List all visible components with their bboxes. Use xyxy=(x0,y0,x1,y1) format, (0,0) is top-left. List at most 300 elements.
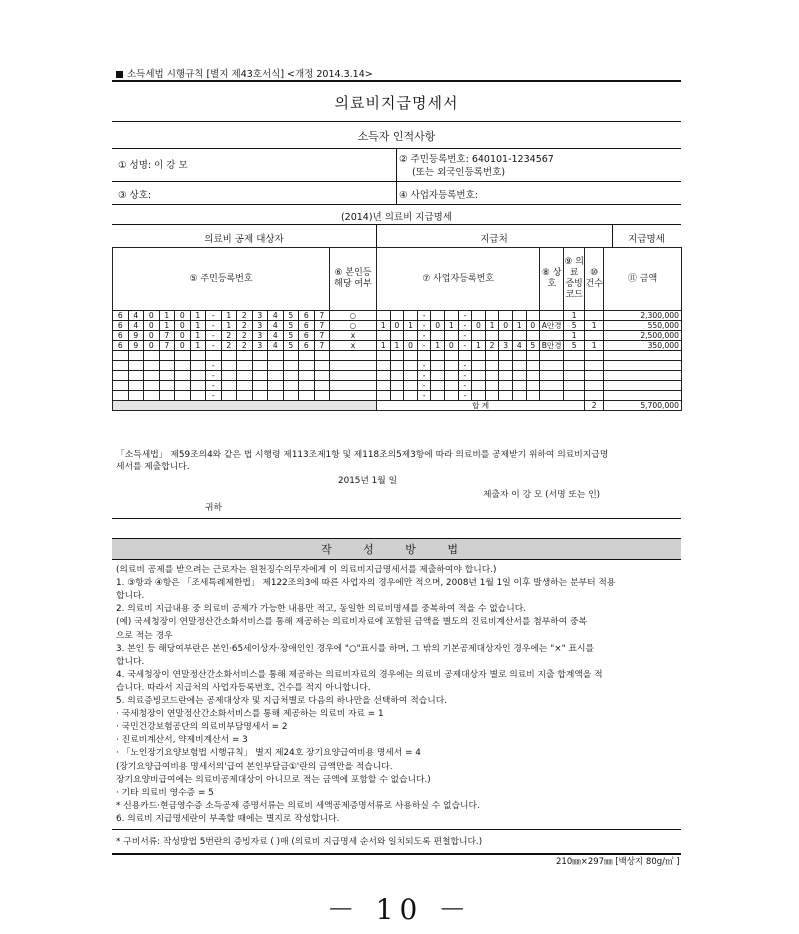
rrn-field: ② 주민등록번호: 640101-1234567 xyxy=(399,154,554,165)
rrn-digit xyxy=(283,391,299,401)
count: 1 xyxy=(585,321,604,331)
rrn-digit xyxy=(283,371,299,381)
rrn-digit xyxy=(159,361,175,371)
biz-digit: 1 xyxy=(444,321,458,331)
biz-digit xyxy=(526,381,540,391)
rrn-digit xyxy=(252,381,268,391)
group-payee: 지급처 xyxy=(480,234,508,245)
payee-name: B안경 xyxy=(540,341,564,351)
biz-digit xyxy=(444,391,458,401)
rrn-digit: 4 xyxy=(128,311,144,321)
method-line: · 국민건강보험공단의 의료비부담명세서 = 2 xyxy=(116,722,288,733)
biz-digit xyxy=(472,351,486,361)
evidence-code: 1 xyxy=(564,331,585,341)
biz-digit: - xyxy=(458,331,472,341)
rrn-digit: 1 xyxy=(190,311,206,321)
count: 1 xyxy=(585,341,604,351)
rrn-digit xyxy=(252,391,268,401)
total-count: 2 xyxy=(585,401,604,411)
biz-digit xyxy=(485,371,499,381)
statement-line1: 「소득세법」 제59조의4와 같은 법 시행령 제113조제1항 및 제118조의5제3항에 따라 의료비를 공제받기 위하여 의료비지급명 xyxy=(116,450,609,460)
count xyxy=(585,361,604,371)
rrn-digit xyxy=(144,351,160,361)
biz-digit: 1 xyxy=(512,321,526,331)
rrn-digit: 4 xyxy=(268,341,284,351)
divider xyxy=(396,148,397,205)
rrn-digit: 5 xyxy=(283,341,299,351)
table-row xyxy=(113,371,682,381)
evidence-code xyxy=(564,371,585,381)
rrn-digit: 0 xyxy=(144,321,160,331)
biz-digit xyxy=(431,351,445,361)
biz-digit: 1 xyxy=(390,341,404,351)
method-line: · 「노인장기요양보험법 시행규칙」 별지 제24호 장기요양급여비용 명세서 = 4 xyxy=(116,748,421,759)
amount xyxy=(604,351,682,361)
amount xyxy=(604,361,682,371)
biz-digit: - xyxy=(417,371,431,381)
rrn-digit: - xyxy=(206,341,222,351)
self-mark xyxy=(330,371,377,381)
rrn-digit: 7 xyxy=(314,331,330,341)
rrn-digit xyxy=(175,391,191,401)
rrn-digit xyxy=(113,381,129,391)
biz-digit: - xyxy=(458,381,472,391)
rrn-digit: 1 xyxy=(190,331,206,341)
evidence-code: 5 xyxy=(564,321,585,331)
rrn-digit xyxy=(128,361,144,371)
rrn-digit: 1 xyxy=(190,341,206,351)
count xyxy=(585,391,604,401)
biz-digit: - xyxy=(458,361,472,371)
rrn-digit xyxy=(314,351,330,361)
rrn-digit xyxy=(144,391,160,401)
rrn-digit: 3 xyxy=(252,311,268,321)
col-amount: ⑪ 금액 xyxy=(604,248,682,311)
rrn-digit xyxy=(221,351,237,361)
evidence-code xyxy=(564,361,585,371)
rrn-digit: 1 xyxy=(159,321,175,331)
rrn-digit xyxy=(113,371,129,381)
method-line: (장기요양급여비용 명세서의'급여 본인부담금①'란의 금액만을 적습니다. xyxy=(116,761,393,772)
rrn-digit xyxy=(252,351,268,361)
rrn-digit xyxy=(190,381,206,391)
rrn-digit: 2 xyxy=(237,311,253,321)
rrn-digit: 6 xyxy=(299,331,315,341)
rrn-digit xyxy=(283,351,299,361)
biz-digit xyxy=(472,311,486,321)
biz-digit xyxy=(404,351,418,361)
method-line: · 진료비계산서, 약제비계산서 = 3 xyxy=(116,735,248,746)
rrn-digit: 0 xyxy=(175,321,191,331)
biz-digit xyxy=(377,351,391,361)
biz-digit xyxy=(404,371,418,381)
rrn-digit: 6 xyxy=(299,321,315,331)
rrn-digit xyxy=(113,391,129,401)
amount xyxy=(604,371,682,381)
biz-digit xyxy=(526,361,540,371)
biz-digit xyxy=(444,351,458,361)
rrn-digit xyxy=(113,351,129,361)
biz-digit: - xyxy=(458,311,472,321)
biz-digit: 1 xyxy=(377,341,391,351)
biz-digit: - xyxy=(458,341,472,351)
col-rrn: ⑤ 주민등록번호 xyxy=(113,248,330,311)
statement-date: 2015년 1월 일 xyxy=(338,476,398,486)
biz-digit xyxy=(404,391,418,401)
biz-digit xyxy=(512,331,526,341)
evidence-code: 5 xyxy=(564,341,585,351)
attachment-note: * 구비서류: 작성방법 5번란의 증빙자료 ( )매 (의료비 지급명세 순서와 일치되도록 편철합니다.) xyxy=(116,837,483,847)
table-row xyxy=(113,311,682,321)
rrn-digit: 4 xyxy=(268,331,284,341)
rrn-digit: 0 xyxy=(144,331,160,341)
biz-digit: 2 xyxy=(485,341,499,351)
divider xyxy=(112,518,681,519)
rrn-digit xyxy=(128,391,144,401)
table-row xyxy=(113,321,682,331)
biz-digit: - xyxy=(417,321,431,331)
biz-digit xyxy=(472,371,486,381)
rrn-digit: 1 xyxy=(221,321,237,331)
biz-digit: - xyxy=(458,391,472,401)
rrn-digit xyxy=(159,381,175,391)
rrn-digit xyxy=(299,351,315,361)
biz-digit: 1 xyxy=(485,321,499,331)
method-title: 작 성 방 법 xyxy=(112,538,681,560)
rrn-digit: 6 xyxy=(113,311,129,321)
table-header-row xyxy=(113,248,682,311)
biz-digit xyxy=(485,351,499,361)
biz-digit xyxy=(404,311,418,321)
method-line: 2. 의료비 지급내용 중 의료비 공제가 가능한 내용만 적고, 동일한 의료비명세를 중복하여 적을 수 없습니다. xyxy=(116,604,527,615)
evidence-code: 1 xyxy=(564,311,585,321)
biz-digit xyxy=(404,381,418,391)
biz-digit xyxy=(472,331,486,341)
name-field: ① 성명: 이 강 모 xyxy=(118,160,188,171)
col-biz: ⑦ 사업자등록번호 xyxy=(377,248,540,311)
divider xyxy=(112,181,681,182)
rrn-digit: - xyxy=(206,381,222,391)
table-row xyxy=(113,391,682,401)
self-mark xyxy=(330,361,377,371)
total-amount: 5,700,000 xyxy=(604,401,682,411)
rrn-digit: 2 xyxy=(237,331,253,341)
total-label: 합 계 xyxy=(377,401,585,411)
rrn-digit xyxy=(128,371,144,381)
self-mark: ○ xyxy=(330,321,377,331)
rrn-digit: 6 xyxy=(113,321,129,331)
rrn-digit: 6 xyxy=(299,311,315,321)
rrn-digit: 6 xyxy=(299,341,315,351)
rrn-digit xyxy=(268,381,284,391)
biz-digit xyxy=(417,351,431,361)
group-detail: 지급명세 xyxy=(628,234,665,245)
biz-digit xyxy=(431,381,445,391)
biz-digit xyxy=(390,331,404,341)
method-line: 으로 적는 경우 xyxy=(116,630,173,641)
rrn-digit xyxy=(237,371,253,381)
paper-size: 210㎜×297㎜ [백상지 80g/㎡ ] xyxy=(556,857,680,867)
biz-digit xyxy=(512,371,526,381)
rrn-digit: 7 xyxy=(159,341,175,351)
self-mark: x xyxy=(330,341,377,351)
biz-digit: 0 xyxy=(404,341,418,351)
method-line: · 기타 의료비 영수증 = 5 xyxy=(116,787,214,798)
rrn-digit xyxy=(237,361,253,371)
biz-digit xyxy=(377,331,391,341)
method-line: 합니다. xyxy=(116,591,145,602)
biz-digit: 0 xyxy=(472,321,486,331)
self-mark: x xyxy=(330,331,377,341)
rrn-digit xyxy=(113,361,129,371)
biz-digit xyxy=(526,371,540,381)
biz-digit xyxy=(499,331,513,341)
rrn-digit xyxy=(175,351,191,361)
payee-name xyxy=(540,391,564,401)
rrn-digit: 2 xyxy=(237,321,253,331)
rrn-digit xyxy=(221,361,237,371)
biz-digit xyxy=(431,371,445,381)
rrn-digit: 5 xyxy=(283,331,299,341)
rrn-digit: 7 xyxy=(159,331,175,341)
method-line: 장기요양비급여에는 의료비공제대상이 아니므로 적는 금액에 포함할 수 없습니다.) xyxy=(116,774,431,785)
rrn-digit xyxy=(283,381,299,391)
rrn-digit: 2 xyxy=(221,341,237,351)
rrn-digit xyxy=(128,351,144,361)
biz-digit: - xyxy=(417,361,431,371)
rrn-digit: 3 xyxy=(252,331,268,341)
biz-digit xyxy=(499,371,513,381)
biz-digit xyxy=(390,381,404,391)
biz-digit xyxy=(512,381,526,391)
rrn-digit xyxy=(175,381,191,391)
biz-digit: 0 xyxy=(444,341,458,351)
biz-digit: - xyxy=(417,311,431,321)
biz-digit xyxy=(472,361,486,371)
rrn-digit xyxy=(314,371,330,381)
biz-digit xyxy=(512,351,526,361)
method-line: 합니다. xyxy=(116,656,145,667)
group-target: 의료비 공제 대상자 xyxy=(204,234,284,245)
biz-digit xyxy=(444,381,458,391)
self-mark xyxy=(330,391,377,401)
biz-digit xyxy=(431,331,445,341)
rrn-digit: - xyxy=(206,321,222,331)
rrn-digit xyxy=(299,381,315,391)
rrn-digit xyxy=(237,351,253,361)
rrn-digit xyxy=(268,361,284,371)
rrn-digit: 7 xyxy=(314,321,330,331)
biz-digit: - xyxy=(417,381,431,391)
biz-digit xyxy=(377,391,391,401)
total-blank xyxy=(113,401,377,411)
rrn-digit: 0 xyxy=(175,311,191,321)
rrn-digit: 7 xyxy=(314,341,330,351)
col-count: ⑩ 건수 xyxy=(585,248,604,311)
payee-name xyxy=(540,371,564,381)
rrn-digit xyxy=(159,351,175,361)
payee-name xyxy=(540,331,564,341)
biz-digit: 0 xyxy=(390,321,404,331)
rrn-digit xyxy=(144,381,160,391)
col-name: ⑧ 상호 xyxy=(540,248,564,311)
amount: 2,300,000 xyxy=(604,311,682,321)
biz-digit xyxy=(431,361,445,371)
rrn-digit: 3 xyxy=(252,341,268,351)
biz-digit xyxy=(526,311,540,321)
biz-digit: 1 xyxy=(472,341,486,351)
biz-digit xyxy=(512,361,526,371)
rrn-digit: 5 xyxy=(283,311,299,321)
biz-digit: 3 xyxy=(499,341,513,351)
biz-digit: 0 xyxy=(499,321,513,331)
biz-digit xyxy=(390,311,404,321)
amount xyxy=(604,381,682,391)
biz-digit: 0 xyxy=(431,321,445,331)
biz-digit: - xyxy=(417,341,431,351)
expense-table xyxy=(112,247,682,411)
count xyxy=(585,311,604,321)
method-line: 1. ③항과 ④항은 「조세특례제한법」 제122조의3에 따른 사업자의 경우에만 적으며, 2008년 1월 1일 이후 발생하는 분부터 적용 xyxy=(116,578,616,589)
biz-digit xyxy=(512,391,526,401)
rrn-digit: 9 xyxy=(128,341,144,351)
rrn-digit xyxy=(159,391,175,401)
company-field: ③ 상호: xyxy=(118,190,152,201)
rrn-digit xyxy=(314,391,330,401)
count xyxy=(585,331,604,341)
bottom-rule xyxy=(112,853,681,855)
rrn-digit xyxy=(221,381,237,391)
subtitle: 소득자 인적사항 xyxy=(357,130,436,143)
rrn-digit xyxy=(175,371,191,381)
biz-digit xyxy=(499,351,513,361)
rrn-digit xyxy=(190,361,206,371)
col-code: ⑨ 의료 증빙 코드 xyxy=(564,248,585,311)
biz-digit: - xyxy=(458,321,472,331)
biz-digit xyxy=(404,361,418,371)
rrn-digit: 0 xyxy=(175,341,191,351)
rrn-digit: - xyxy=(206,311,222,321)
page-title: 의료비지급명세서 xyxy=(334,94,459,112)
rrn-digit xyxy=(314,381,330,391)
method-line: · 국세청장이 연말정산간소화서비스를 통해 제공하는 의료비 자료 = 1 xyxy=(116,709,384,720)
biz-digit xyxy=(485,331,499,341)
biz-digit xyxy=(512,311,526,321)
method-line: 습니다. 따라서 지급처의 사업자등록번호, 건수를 적지 아니합니다. xyxy=(116,682,371,693)
rrn-digit: 2 xyxy=(237,341,253,351)
biz-digit xyxy=(499,361,513,371)
rrn-digit: 7 xyxy=(314,311,330,321)
payee-name xyxy=(540,361,564,371)
table-row xyxy=(113,361,682,371)
count xyxy=(585,371,604,381)
rrn-digit xyxy=(144,361,160,371)
payee-name: A안경 xyxy=(540,321,564,331)
biz-digit xyxy=(472,391,486,401)
biz-digit xyxy=(444,371,458,381)
rrn-digit xyxy=(299,391,315,401)
biz-digit xyxy=(485,391,499,401)
rrn-digit: - xyxy=(206,331,222,341)
rrn-digit xyxy=(221,391,237,401)
biz-digit xyxy=(499,391,513,401)
rrn-digit xyxy=(252,361,268,371)
count xyxy=(585,381,604,391)
biz-digit xyxy=(404,331,418,341)
amount: 550,000 xyxy=(604,321,682,331)
page-number: － 10 － xyxy=(326,893,473,926)
top-rule xyxy=(112,80,681,82)
biz-digit: - xyxy=(417,391,431,401)
biz-digit xyxy=(499,311,513,321)
biz-digit xyxy=(390,361,404,371)
rrn-digit: 5 xyxy=(283,321,299,331)
rrn-digit xyxy=(299,371,315,381)
rrn-digit: 1 xyxy=(159,311,175,321)
rrn-digit xyxy=(159,371,175,381)
table-row xyxy=(113,331,682,341)
method-line: (예) 국세청장이 연말정산간소화서비스를 통해 제공하는 의료비자료에 포함된 금액을 별도의 진료비계산서를 첨부하여 중복 xyxy=(116,617,588,628)
biz-digit xyxy=(431,311,445,321)
rrn-digit: 6 xyxy=(113,341,129,351)
rrn-note: (또는 외국인등록번호) xyxy=(412,167,506,178)
rrn-digit xyxy=(206,351,222,361)
biz-digit xyxy=(377,311,391,321)
biz-digit: 1 xyxy=(377,321,391,331)
biz-digit: - xyxy=(417,331,431,341)
payee-name xyxy=(540,381,564,391)
evidence-code xyxy=(564,351,585,361)
biz-digit xyxy=(377,361,391,371)
biz-digit xyxy=(444,331,458,341)
rrn-digit xyxy=(268,371,284,381)
rrn-digit xyxy=(252,371,268,381)
rrn-digit xyxy=(268,351,284,361)
biz-digit xyxy=(526,351,540,361)
self-mark: ○ xyxy=(330,311,377,321)
biz-digit xyxy=(526,331,540,341)
biz-digit xyxy=(485,311,499,321)
rrn-digit xyxy=(175,361,191,371)
submitter: 제출자 이 강 모 (서명 또는 인) xyxy=(483,490,601,500)
rrn-digit: 0 xyxy=(144,311,160,321)
evidence-code xyxy=(564,391,585,401)
biz-digit xyxy=(390,371,404,381)
rrn-digit xyxy=(144,371,160,381)
rrn-digit: - xyxy=(206,371,222,381)
rrn-digit xyxy=(268,391,284,401)
amount: 2,500,000 xyxy=(604,331,682,341)
rrn-digit: 4 xyxy=(268,321,284,331)
method-line: 5. 의료증빙코드란에는 공제대상자 및 지급처별로 다음의 하나만을 선택하여 적습니다. xyxy=(116,696,447,706)
biz-digit: 4 xyxy=(512,341,526,351)
rrn-digit: 9 xyxy=(128,331,144,341)
biz-digit xyxy=(390,391,404,401)
rrn-digit: 0 xyxy=(144,341,160,351)
form-header xyxy=(116,66,373,80)
biz-digit: 0 xyxy=(526,321,540,331)
biz-digit: 1 xyxy=(404,321,418,331)
year-line: (2014)년 의료비 지급명세 xyxy=(340,212,453,223)
biz-digit: - xyxy=(458,371,472,381)
rrn-digit: 1 xyxy=(221,311,237,321)
payee-name xyxy=(540,311,564,321)
biz-digit xyxy=(377,371,391,381)
self-mark xyxy=(330,381,377,391)
rrn-digit xyxy=(237,381,253,391)
table-row xyxy=(113,351,682,361)
biz-digit xyxy=(458,351,472,361)
